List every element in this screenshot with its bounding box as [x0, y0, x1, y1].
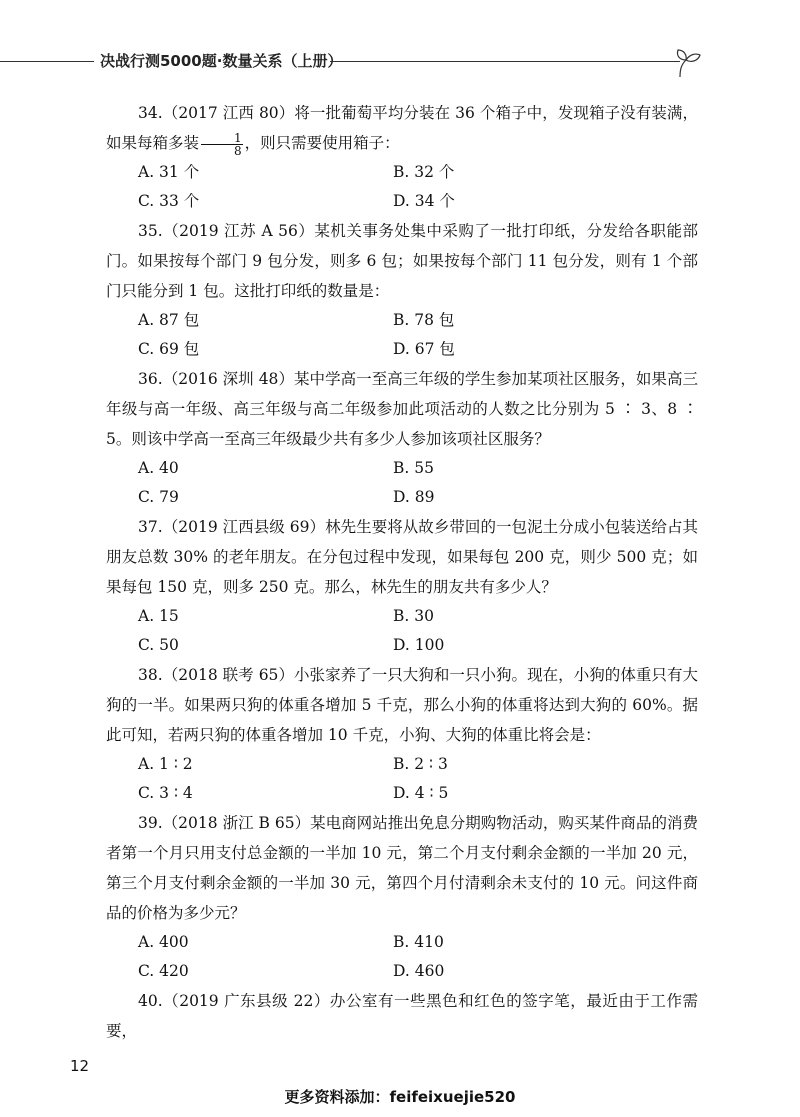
option-d: D. 4 ∶ 5 — [393, 784, 449, 802]
options — [138, 602, 698, 660]
option-c: C. 69 包 — [138, 340, 200, 358]
question-stem: 40.（2019 广东县级 22）办公室有一些黑色和红色的签字笔，最近由于工作需要， — [106, 992, 698, 1040]
sprout-icon — [672, 44, 702, 78]
question-34 — [106, 98, 698, 216]
option-c: C. 50 — [138, 636, 179, 654]
stem-text: 34.（2017 江西 80）将一批葡萄平均分装在 36 个箱子中，发现箱子没有装满，如果每箱多装 — [106, 104, 698, 152]
question-stem: 38.（2018 联考 65）小张家养了一只大狗和一只小狗。现在，小狗的体重只有大狗的一半。如果两只狗的体重各增加 5 千克，那么小狗的体重将达到大狗的 60%。据此可知，若两只狗的体重各增加 10 千克，小狗、大狗的体重比将会是： — [106, 666, 698, 744]
option-c: C. 79 — [138, 488, 179, 506]
option-a: A. 1 ∶ 2 — [138, 755, 193, 773]
option-b: B. 410 — [393, 933, 444, 951]
options — [138, 750, 698, 808]
question-35 — [106, 216, 698, 364]
page-header — [0, 44, 800, 74]
page-number: 12 — [70, 1057, 90, 1075]
option-c: C. 3 ∶ 4 — [138, 784, 193, 802]
fraction-numerator: 1 — [201, 132, 243, 145]
question-stem: 39.（2018 浙江 B 65）某电商网站推出免息分期购物活动，购买某件商品的消费者第一个月只用支付总金额的一半加 10 元，第二个月支付剩余金额的一半加 20 元，第三个月支付剩余金额的一半加 30 元，第四个月付清剩余未支付的 10 元。问这件商品的价格为多少元？ — [106, 814, 698, 922]
question-38 — [106, 660, 698, 808]
options — [138, 158, 698, 216]
option-c: C. 33 个 — [138, 192, 200, 210]
option-b: B. 2 ∶ 3 — [393, 755, 448, 773]
footer-note: 更多资料添加：feifeixuejie520 — [284, 1088, 516, 1106]
options — [138, 306, 698, 364]
question-stem: 36.（2016 深圳 48）某中学高一至高三年级的学生参加某项社区服务，如果高三年级与高一年级、高三年级与高二年级参加此项活动的人数之比分别为 5 ∶ 3、8 ∶ 5。则该中学高一至高三年级最少共有多少人参加该项社区服务？ — [106, 370, 698, 448]
option-a: A. 40 — [138, 459, 179, 477]
book-title: 决战行测5000题·数量关系（上册） — [100, 52, 343, 70]
question-stem: 35.（2019 江苏 A 56）某机关事务处集中采购了一批打印纸，分发给各职能部门。如果按每个部门 9 包分发，则多 6 包；如果按每个部门 11 包分发，则有 1 个部门只能分到 1 包。这批打印纸的数量是： — [106, 222, 698, 300]
stem-text-end: ，则只需要使用箱子： — [244, 134, 400, 152]
option-b: B. 32 个 — [393, 163, 455, 181]
option-d: D. 460 — [393, 962, 445, 980]
question-37 — [106, 512, 698, 660]
option-b: B. 30 — [393, 607, 434, 625]
option-b: B. 78 包 — [393, 311, 455, 329]
options — [138, 928, 698, 986]
fraction-denominator: 8 — [234, 143, 242, 158]
option-a: A. 87 包 — [138, 311, 200, 329]
question-36 — [106, 364, 698, 512]
option-d: D. 34 个 — [393, 192, 455, 210]
header-rule-right — [330, 61, 680, 62]
option-d: D. 67 包 — [393, 340, 455, 358]
question-39 — [106, 808, 698, 986]
header-rule-left — [0, 61, 94, 62]
options — [138, 454, 698, 512]
option-a: A. 15 — [138, 607, 179, 625]
question-40 — [106, 986, 698, 1046]
option-a: A. 400 — [138, 933, 189, 951]
question-stem: 37.（2019 江西县级 69）林先生要将从故乡带回的一包泥土分成小包装送给占其朋友总数 30% 的老年朋友。在分包过程中发现，如果每包 200 克，则少 500 克；如果每包 150 克，则多 250 克。那么，林先生的朋友共有多少人？ — [106, 518, 698, 596]
question-list — [106, 98, 698, 1046]
option-b: B. 55 — [393, 459, 434, 477]
option-c: C. 420 — [138, 962, 189, 980]
option-a: A. 31 个 — [138, 163, 200, 181]
option-d: D. 100 — [393, 636, 445, 654]
option-d: D. 89 — [393, 488, 435, 506]
fraction — [201, 132, 243, 157]
question-stem — [106, 98, 698, 158]
